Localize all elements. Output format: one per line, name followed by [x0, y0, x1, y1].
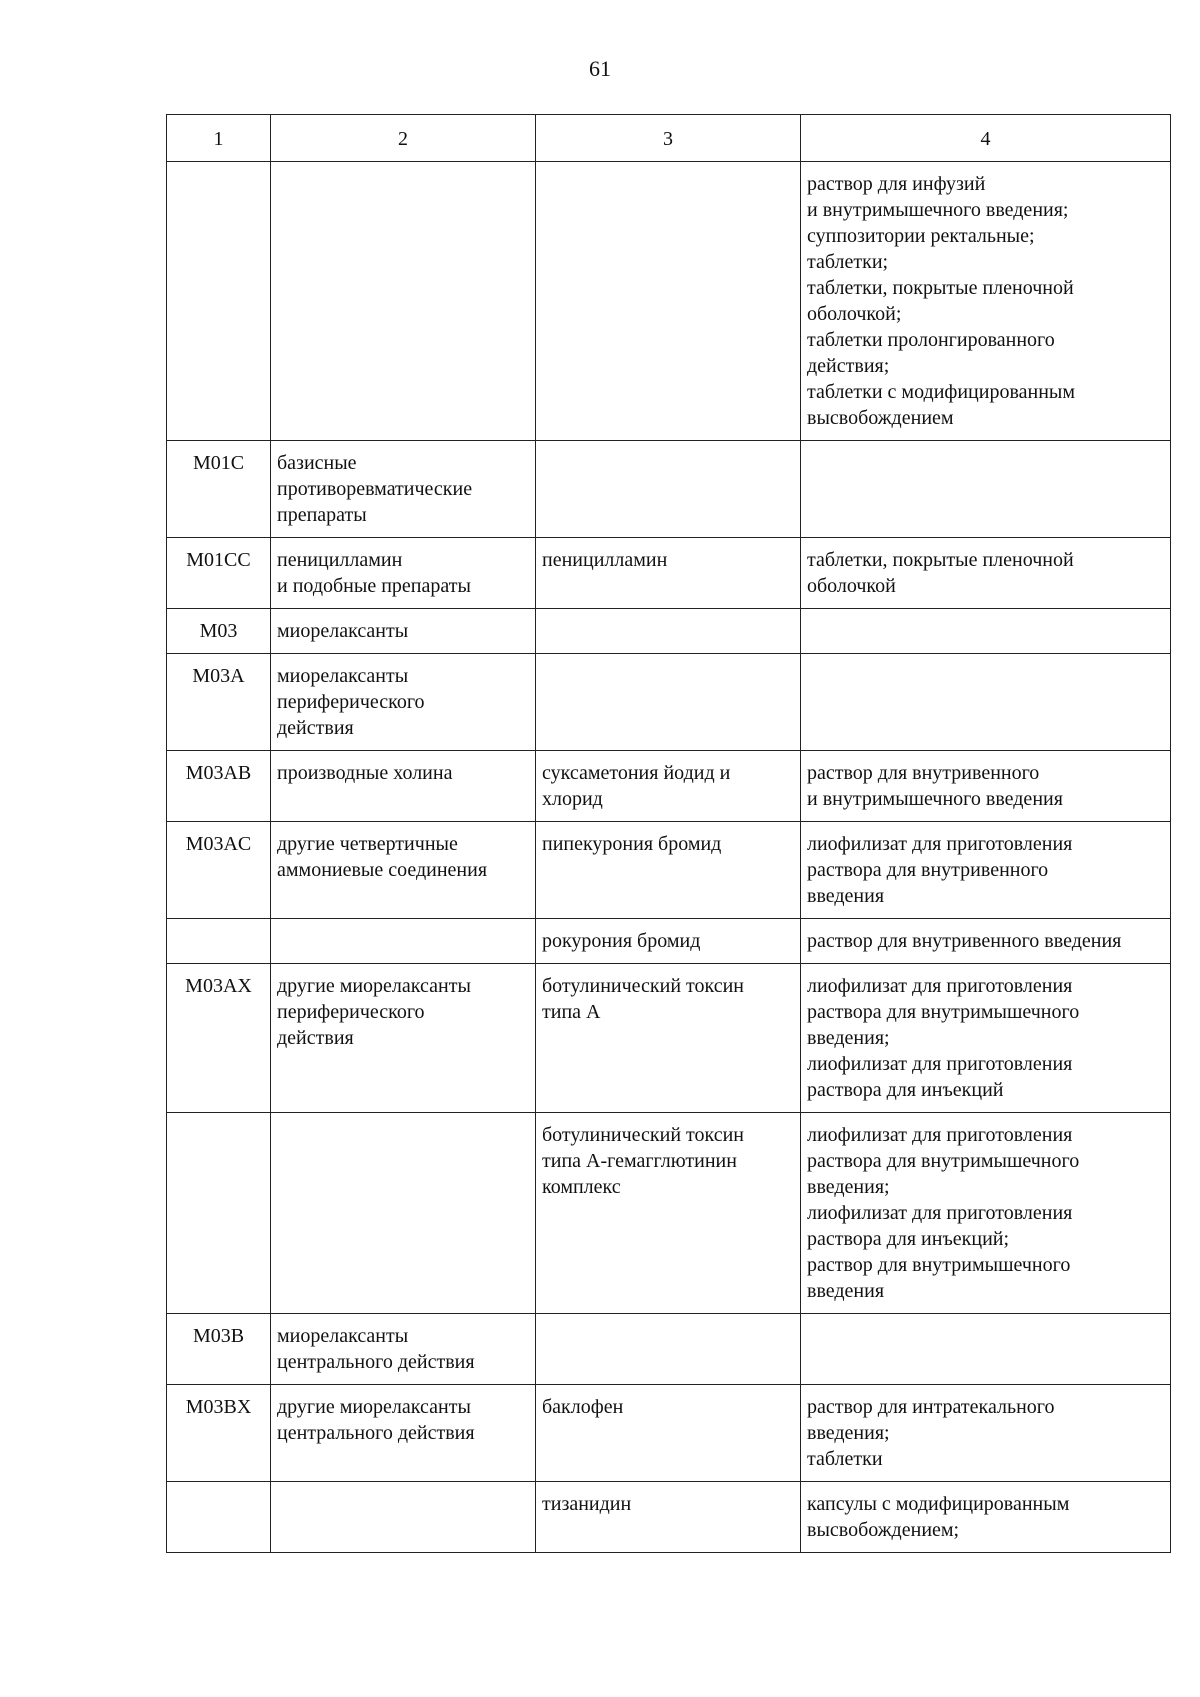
atc-code-cell: M03B: [167, 1314, 271, 1385]
group-name-line: миорелаксанты: [277, 1325, 409, 1347]
dosage-form-cell: [801, 751, 1171, 822]
dosage-form-line: таблетки;: [807, 251, 889, 273]
group-name-cell: [271, 822, 536, 919]
drug-name-cell: [536, 1314, 801, 1385]
drug-name-line: рокурония бромид: [542, 930, 701, 952]
dosage-form-line: и внутримышечного введения: [807, 788, 1063, 810]
dosage-form-line: раствора для внутривенного: [807, 859, 1049, 881]
drug-name-line: тизанидин: [542, 1493, 632, 1515]
table-row: [167, 1385, 1171, 1482]
group-name-line: действия: [277, 1027, 354, 1049]
table-row: [167, 1314, 1171, 1385]
table-row: [167, 1113, 1171, 1314]
dosage-form-line: таблетки с модифицированным: [807, 381, 1076, 403]
table-row: [167, 609, 1171, 654]
group-name-cell: [271, 751, 536, 822]
group-name-line: препараты: [277, 504, 367, 526]
drug-name-line: хлорид: [542, 788, 603, 810]
dosage-form-line: введения: [807, 885, 885, 907]
dosage-form-cell: [801, 1113, 1171, 1314]
group-name-line: миорелаксанты: [277, 620, 409, 642]
dosage-form-line: лиофилизат для приготовления: [807, 1053, 1073, 1075]
atc-code-cell: M03: [167, 609, 271, 654]
dosage-form-line: введения;: [807, 1027, 890, 1049]
table-row: [167, 822, 1171, 919]
dosage-form-line: лиофилизат для приготовления: [807, 833, 1073, 855]
dosage-form-line: таблетки: [807, 1448, 883, 1470]
drug-name-line: суксаметония йодид и: [542, 762, 731, 784]
group-name-cell: [271, 1482, 536, 1553]
drug-name-line: ботулинический токсин: [542, 975, 745, 997]
group-name-line: пеницилламин: [277, 549, 403, 571]
drug-name-cell: [536, 751, 801, 822]
group-name-cell: [271, 609, 536, 654]
drug-name-cell: [536, 162, 801, 441]
table-header-row: [167, 115, 1171, 162]
group-name-line: базисные: [277, 452, 357, 474]
atc-code-cell: M01C: [167, 441, 271, 538]
header-col-1: 1: [167, 115, 271, 162]
group-name-cell: [271, 538, 536, 609]
dosage-form-line: таблетки пролонгированного: [807, 329, 1055, 351]
drug-name-cell: [536, 538, 801, 609]
group-name-line: производные холина: [277, 762, 453, 784]
drug-name-line: баклофен: [542, 1396, 624, 1418]
dosage-form-line: раствор для внутривенного введения: [807, 930, 1122, 952]
dosage-form-line: раствор для инфузий: [807, 173, 986, 195]
group-name-line: центрального действия: [277, 1351, 475, 1373]
dosage-form-line: лиофилизат для приготовления: [807, 1124, 1073, 1146]
drug-name-cell: [536, 1385, 801, 1482]
drug-name-line: пеницилламин: [542, 549, 668, 571]
group-name-line: действия: [277, 717, 354, 739]
group-name-line: миорелаксанты: [277, 665, 409, 687]
drug-name-cell: [536, 964, 801, 1113]
group-name-line: периферического: [277, 1001, 425, 1023]
drug-name-cell: [536, 609, 801, 654]
dosage-form-line: введения: [807, 1280, 885, 1302]
table-row: [167, 162, 1171, 441]
atc-code-cell: [167, 1482, 271, 1553]
dosage-form-cell: [801, 964, 1171, 1113]
drug-name-cell: [536, 822, 801, 919]
group-name-cell: [271, 441, 536, 538]
dosage-form-line: раствор для внутривенного: [807, 762, 1040, 784]
dosage-form-line: раствора для внутримышечного: [807, 1001, 1080, 1023]
atc-code-cell: M03AX: [167, 964, 271, 1113]
group-name-line: центрального действия: [277, 1422, 475, 1444]
table-row: [167, 441, 1171, 538]
table-row: [167, 538, 1171, 609]
drug-name-cell: [536, 441, 801, 538]
dosage-form-line: раствор для внутримышечного: [807, 1254, 1071, 1276]
dosage-form-cell: [801, 822, 1171, 919]
dosage-form-line: капсулы с модифицированным: [807, 1493, 1070, 1515]
group-name-line: и подобные препараты: [277, 575, 471, 597]
drug-name-cell: [536, 654, 801, 751]
dosage-form-line: высвобождением: [807, 407, 954, 429]
drug-name-line: ботулинический токсин: [542, 1124, 745, 1146]
header-col-2: 2: [271, 115, 536, 162]
table-body: [167, 162, 1171, 1553]
dosage-form-cell: [801, 1314, 1171, 1385]
group-name-line: другие миорелаксанты: [277, 1396, 471, 1418]
atc-code-cell: [167, 919, 271, 964]
dosage-form-line: раствора для инъекций;: [807, 1228, 1010, 1250]
dosage-form-cell: [801, 538, 1171, 609]
group-name-cell: [271, 1113, 536, 1314]
dosage-form-line: действия;: [807, 355, 890, 377]
drug-name-line: комплекс: [542, 1176, 621, 1198]
dosage-form-line: суппозитории ректальные;: [807, 225, 1035, 247]
dosage-form-line: раствора для внутримышечного: [807, 1150, 1080, 1172]
group-name-cell: [271, 964, 536, 1113]
dosage-form-line: и внутримышечного введения;: [807, 199, 1069, 221]
dosage-form-cell: [801, 162, 1171, 441]
dosage-form-cell: [801, 919, 1171, 964]
header-col-3: 3: [536, 115, 801, 162]
dosage-form-line: оболочкой: [807, 575, 896, 597]
group-name-line: противоревматические: [277, 478, 473, 500]
atc-code-cell: M03BX: [167, 1385, 271, 1482]
dosage-form-line: введения;: [807, 1422, 890, 1444]
drug-name-line: типа А: [542, 1001, 601, 1023]
dosage-form-cell: [801, 1482, 1171, 1553]
table-row: [167, 1482, 1171, 1553]
group-name-cell: [271, 1314, 536, 1385]
atc-code-cell: M03AB: [167, 751, 271, 822]
drug-name-line: пипекурония бромид: [542, 833, 722, 855]
drug-name-cell: [536, 919, 801, 964]
group-name-cell: [271, 919, 536, 964]
dosage-form-line: таблетки, покрытые пленочной: [807, 549, 1074, 571]
atc-code-cell: M03AC: [167, 822, 271, 919]
table-row: [167, 919, 1171, 964]
dosage-form-cell: [801, 1385, 1171, 1482]
dosage-form-cell: [801, 654, 1171, 751]
dosage-form-line: оболочкой;: [807, 303, 902, 325]
table-row: [167, 654, 1171, 751]
atc-code-cell: M03A: [167, 654, 271, 751]
group-name-line: другие миорелаксанты: [277, 975, 471, 997]
dosage-form-line: высвобождением;: [807, 1519, 960, 1541]
table-row: [167, 751, 1171, 822]
dosage-form-line: введения;: [807, 1176, 890, 1198]
group-name-cell: [271, 654, 536, 751]
drug-table: [166, 114, 1171, 1553]
page-number: 61: [589, 56, 611, 81]
drug-name-cell: [536, 1113, 801, 1314]
group-name-line: аммониевые соединения: [277, 859, 488, 881]
atc-code-cell: [167, 162, 271, 441]
table-row: [167, 964, 1171, 1113]
drug-name-cell: [536, 1482, 801, 1553]
dosage-form-line: таблетки, покрытые пленочной: [807, 277, 1074, 299]
group-name-cell: [271, 162, 536, 441]
group-name-line: периферического: [277, 691, 425, 713]
dosage-form-line: лиофилизат для приготовления: [807, 1202, 1073, 1224]
group-name-cell: [271, 1385, 536, 1482]
dosage-form-cell: [801, 609, 1171, 654]
drug-name-line: типа А-гемагглютинин: [542, 1150, 737, 1172]
atc-code-cell: M01CC: [167, 538, 271, 609]
atc-code-cell: [167, 1113, 271, 1314]
dosage-form-line: раствор для интратекального: [807, 1396, 1055, 1418]
group-name-line: другие четвертичные: [277, 833, 458, 855]
header-col-4: 4: [801, 115, 1171, 162]
dosage-form-cell: [801, 441, 1171, 538]
dosage-form-line: раствора для инъекций: [807, 1079, 1004, 1101]
dosage-form-line: лиофилизат для приготовления: [807, 975, 1073, 997]
